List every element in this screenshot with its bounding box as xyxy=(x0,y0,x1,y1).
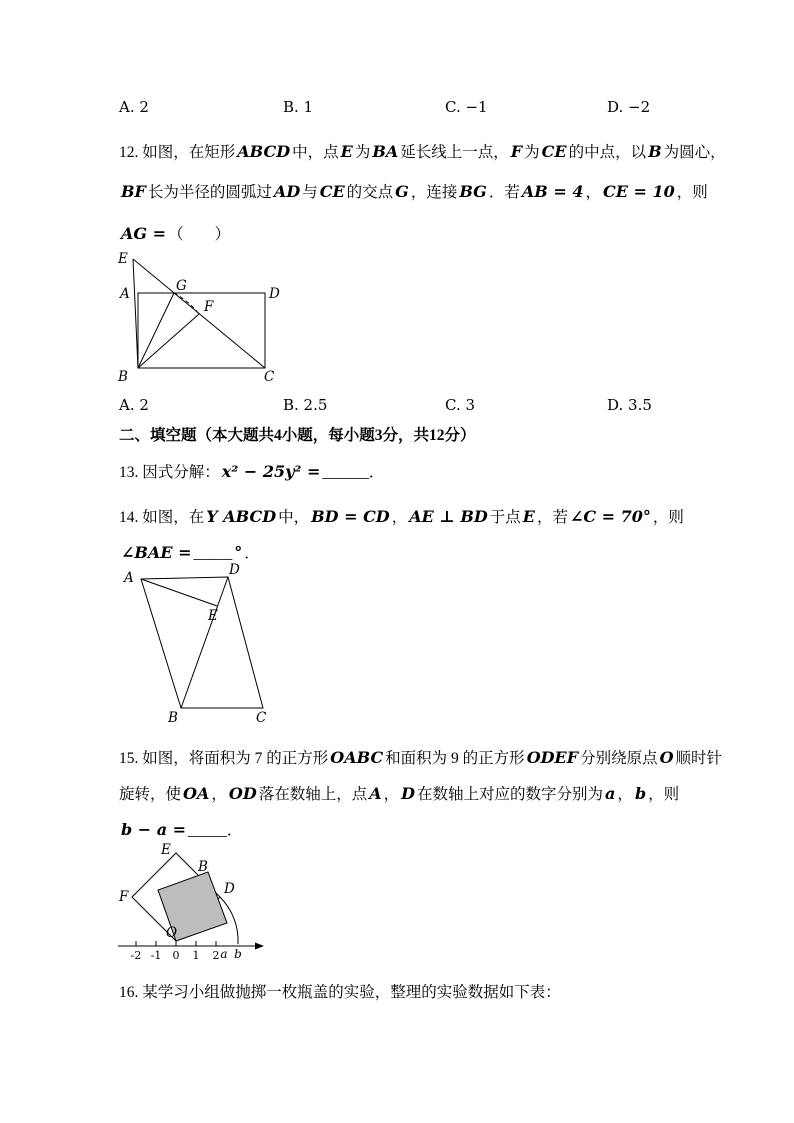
diagonal-bd xyxy=(181,577,228,708)
point-label-b: B xyxy=(168,710,178,726)
math-segment: AG = xyxy=(121,224,167,243)
segment-bf xyxy=(138,314,199,368)
text-segment: ， xyxy=(585,184,601,201)
math-segment: B xyxy=(648,142,662,161)
math-segment: E xyxy=(522,507,535,526)
text-segment: 12. 如图，在矩形 xyxy=(119,144,236,161)
point-label-e: E xyxy=(208,608,218,624)
math-segment: AE ⊥ BD xyxy=(409,507,488,526)
math-segment: G xyxy=(395,182,409,201)
text-segment: ， xyxy=(391,509,408,526)
math-segment: ∠BAE = xyxy=(121,543,192,562)
math-segment: O xyxy=(659,748,674,767)
text-segment: ． xyxy=(244,545,260,562)
math-segment: ° xyxy=(234,543,243,562)
question-12-line-1 xyxy=(119,140,726,165)
point-label-d: D xyxy=(224,881,235,897)
text-segment: 的交点 xyxy=(346,184,394,201)
text-segment: 为 xyxy=(354,144,371,161)
text-segment: ，则 xyxy=(648,786,680,803)
option-b: B. 1 xyxy=(283,98,314,116)
text-segment: （ ） xyxy=(168,226,231,243)
q12-options-row xyxy=(0,396,794,418)
segment-bg xyxy=(138,293,174,368)
text-segment: 13. 因式分解： xyxy=(119,464,220,481)
tick-label: 0 xyxy=(172,949,180,962)
math-segment: Y ABCD xyxy=(206,507,277,526)
text-segment: 旋转，使 xyxy=(119,786,182,803)
question-14-line-1 xyxy=(119,505,709,530)
point-label-c: C xyxy=(256,710,267,726)
text-segment: 长为半径的圆弧过 xyxy=(147,184,272,201)
tick-label: 2 xyxy=(212,949,220,962)
blank-underline: _____ xyxy=(193,545,233,562)
math-segment: ODEF xyxy=(526,748,579,767)
option-a: A. 2 xyxy=(119,98,149,116)
axis-label-a: a xyxy=(220,947,228,961)
point-label-c: C xyxy=(264,369,275,385)
math-segment: OABC xyxy=(330,748,384,767)
question-13-line xyxy=(119,460,709,485)
point-label-e: E xyxy=(118,251,128,267)
point-label-a: A xyxy=(124,570,134,586)
question-12-line-3 xyxy=(119,222,709,247)
text-segment: 15. 如图，将面积为 7 的正方形 xyxy=(119,750,329,767)
figure-q15 xyxy=(112,838,270,968)
text-segment: ， xyxy=(617,786,633,803)
text-segment: 为圆心， xyxy=(663,144,726,161)
point-label-o: O xyxy=(166,925,178,941)
point-label-b: B xyxy=(118,369,128,385)
math-segment: CE xyxy=(541,142,567,161)
segment-ae xyxy=(141,579,217,606)
q11-options-row xyxy=(0,98,794,120)
segment-eb xyxy=(133,259,138,368)
segment-ec xyxy=(133,259,265,368)
math-segment: CE = 10 xyxy=(603,182,675,201)
math-segment: OD xyxy=(228,784,257,803)
math-segment: BD = CD xyxy=(311,507,390,526)
text-segment: 中，点 xyxy=(292,144,339,161)
text-segment: 中， xyxy=(278,509,310,526)
text-segment: 落在数轴上，点 xyxy=(258,786,368,803)
question-15-line-2 xyxy=(119,782,709,807)
math-segment: ABCD xyxy=(237,142,291,161)
math-segment: BF xyxy=(121,182,146,201)
option-c: C. 3 xyxy=(445,396,476,414)
math-segment: A xyxy=(369,784,382,803)
text-segment: 在数轴上对应的数字分别为 xyxy=(417,786,604,803)
section-2-header: 二、填空题（本大题共4小题，每小题3分，共12分） xyxy=(119,427,476,444)
point-label-f: F xyxy=(204,299,214,315)
math-segment: x² − 25y² = xyxy=(221,462,321,481)
text-segment: ．若 xyxy=(488,184,520,201)
point-label-f: F xyxy=(119,889,129,905)
option-b: B. 2.5 xyxy=(283,396,328,414)
text-segment: 14. 如图，在 xyxy=(119,509,205,526)
point-label-d: D xyxy=(269,286,280,302)
option-d: D. 3.5 xyxy=(607,396,652,414)
text-segment: 延长线上一点， xyxy=(400,144,509,161)
text-segment: 顺时针 xyxy=(675,750,723,767)
axis-arrowhead xyxy=(255,943,264,950)
option-a: A. 2 xyxy=(119,396,149,414)
math-segment: CE xyxy=(319,182,345,201)
text-segment: 的中点，以 xyxy=(568,144,647,161)
math-segment: AB = 4 xyxy=(521,182,584,201)
figure-q12 xyxy=(112,245,287,390)
point-label-b: B xyxy=(198,859,208,875)
blank-underline: ______． xyxy=(322,464,385,481)
math-segment: a xyxy=(605,784,616,803)
blank-underline: _____． xyxy=(188,822,243,839)
point-label-d: D xyxy=(229,562,240,578)
point-label-g: G xyxy=(176,278,187,294)
text-segment: 和面积为 9 的正方形 xyxy=(385,750,525,767)
text-segment: 为 xyxy=(524,144,540,161)
text-segment: 分别绕原点 xyxy=(580,750,658,767)
question-15-line-1 xyxy=(119,746,723,771)
text-segment: 于点 xyxy=(489,509,521,526)
tick-label: -2 xyxy=(130,949,142,962)
math-segment: b xyxy=(634,784,647,803)
axis-label-b: b xyxy=(234,947,242,961)
text-segment: ，连接 xyxy=(410,184,458,201)
math-segment: b − a = xyxy=(121,820,187,839)
math-segment: D xyxy=(401,784,416,803)
math-segment: F xyxy=(510,142,523,161)
point-label-e: E xyxy=(161,842,171,858)
question-16-line: 16. 某学习小组做抛掷一枚瓶盖的实验，整理的实验数据如下表： xyxy=(119,984,561,1001)
text-segment: ，则 xyxy=(652,509,684,526)
text-segment: ， xyxy=(211,786,227,803)
tick-label: 1 xyxy=(192,949,200,962)
text-segment: ，若 xyxy=(536,509,568,526)
math-segment: ∠C = 70° xyxy=(569,507,651,526)
question-12-line-2 xyxy=(119,180,709,205)
text-segment: ， xyxy=(383,786,400,803)
text-segment: ，则 xyxy=(676,184,708,201)
math-segment: AD xyxy=(273,182,301,201)
option-d: D. −2 xyxy=(607,98,651,116)
math-segment: BA xyxy=(372,142,399,161)
figure-q14 xyxy=(118,558,273,732)
option-c: C. −1 xyxy=(445,98,488,116)
point-label-a: A xyxy=(120,286,130,302)
math-segment: BG xyxy=(459,182,487,201)
tick-label: -1 xyxy=(150,949,162,962)
parallelogram-abcd xyxy=(141,577,263,708)
text-segment: 与 xyxy=(302,184,318,201)
math-segment: OA xyxy=(183,784,210,803)
rectangle-abcd xyxy=(138,293,265,368)
math-segment: E xyxy=(340,142,353,161)
